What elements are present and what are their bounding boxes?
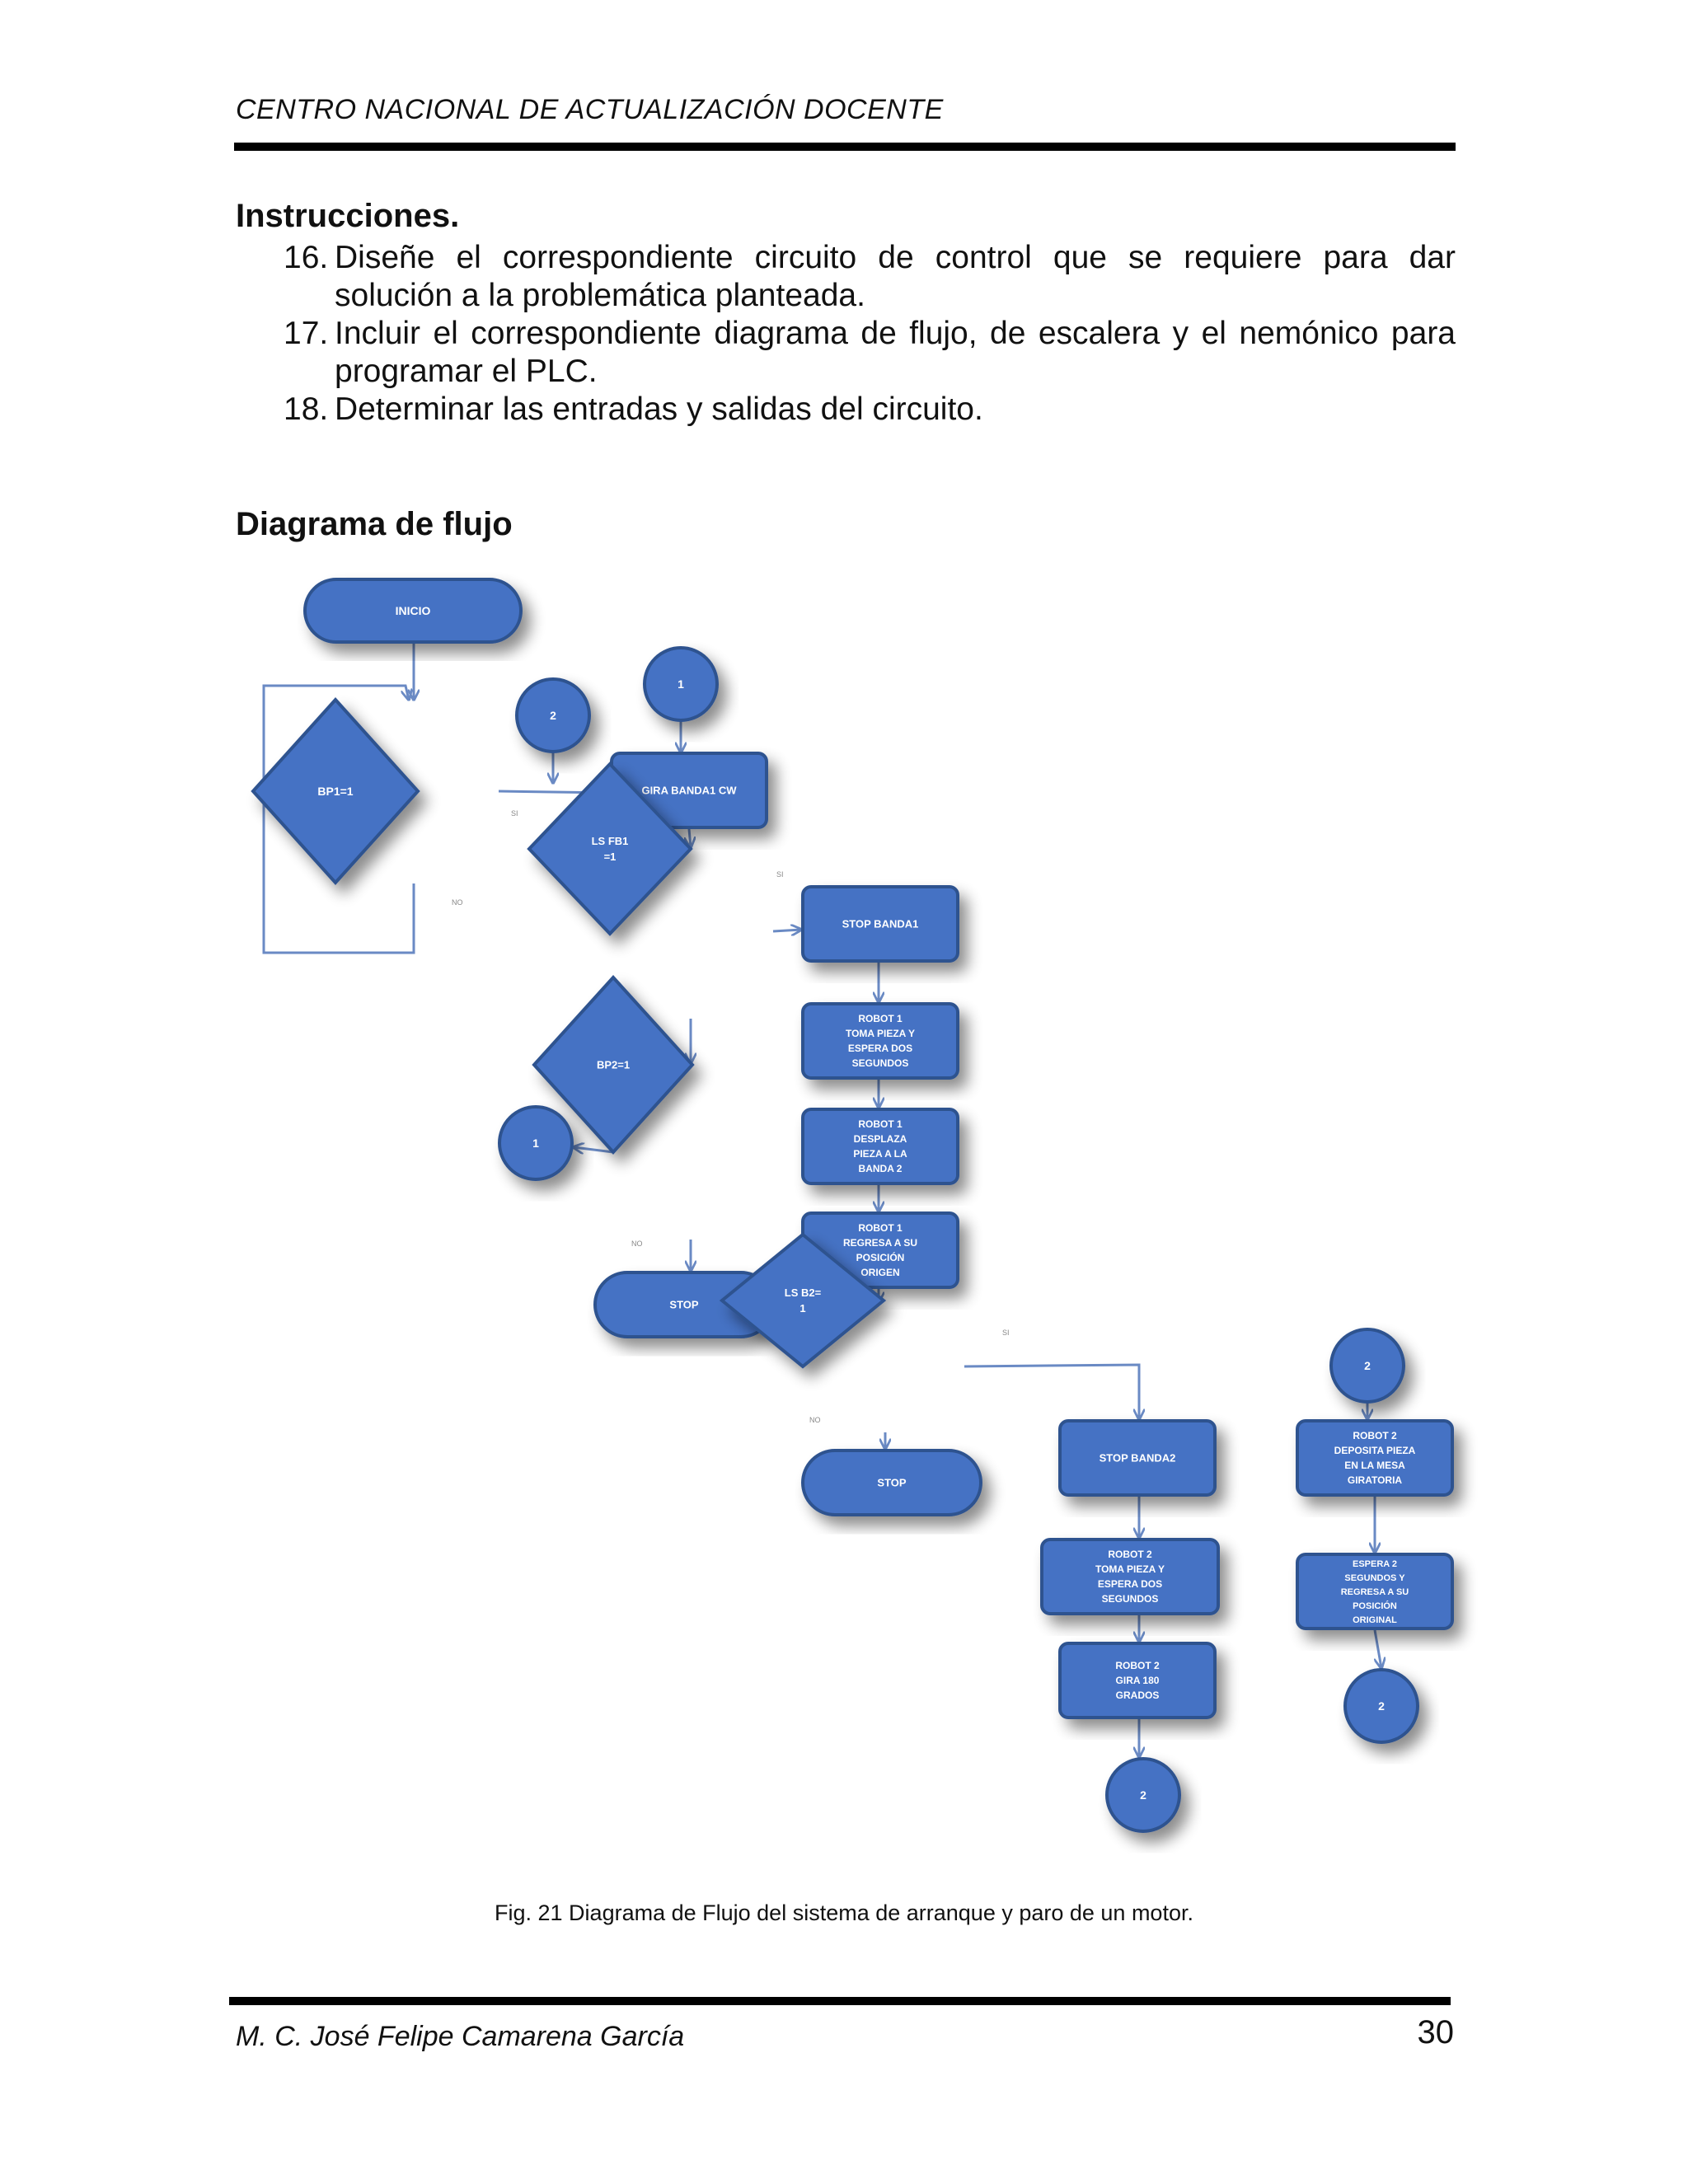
flow-node-c-2-right (1331, 1329, 1404, 1402)
edge-label: SI (511, 809, 518, 818)
flow-node-label: POSICIÓN (856, 1252, 905, 1264)
flow-node-stop-banda1 (803, 887, 958, 961)
flow-node-c-2-end (1345, 1670, 1418, 1742)
edge-label: NO (631, 1240, 643, 1248)
flow-node-label: 1 (799, 1302, 806, 1315)
flow-node-label: REGRESA A SU (1340, 1586, 1409, 1597)
flow-node-label: DEPOSITA PIEZA (1334, 1445, 1416, 1457)
flow-node-espera-regresa (1297, 1554, 1452, 1629)
flow-arrow (689, 829, 691, 847)
flow-node-label: ROBOT 1 (858, 1013, 903, 1025)
flow-node-stop-b (803, 1451, 981, 1515)
flow-node-label: LS FB1 (591, 835, 629, 848)
flow-node-label: LS B2= (784, 1286, 822, 1300)
flow-node-label: REGRESA A SU (842, 1237, 918, 1249)
flow-node-label: STOP (669, 1298, 699, 1311)
flow-node-label: INICIO (395, 603, 431, 617)
list-item: 17. Incluir el correspondiente diagrama de flujo, de escalera y el nemónico para programar el PLC. (284, 316, 1456, 389)
flow-node-label: ROBOT 2 (1108, 1549, 1152, 1561)
flow-node-label: ORIGINAL (1353, 1615, 1397, 1625)
flow-node-label: 2 (550, 708, 556, 722)
flow-node-label: ROBOT 1 (858, 1222, 903, 1235)
flow-node-label: ORIGEN (860, 1267, 900, 1279)
flow-node-label: SEGUNDOS (1101, 1593, 1159, 1605)
flow-node-label: PIEZA A LA (853, 1148, 907, 1160)
flow-node-robot2-gira (1060, 1643, 1215, 1718)
flow-node-label: POSICIÓN (1353, 1601, 1397, 1611)
flow-node-label: BP2=1 (596, 1058, 631, 1071)
flow-node-label: 2 (1140, 1788, 1146, 1802)
flow-node-label: GIRATORIA (1347, 1474, 1403, 1487)
edge-label: NO (452, 898, 463, 907)
flow-node-label: ESPERA 2 (1352, 1558, 1398, 1569)
flow-node-label: BANDA 2 (858, 1163, 903, 1175)
flow-node-c-1-top (645, 648, 717, 720)
instructions-heading: Instrucciones. (236, 198, 460, 234)
list-item: 16. Diseñe el correspondiente circuito de control que se requiere para dar solución a la problemática planteada. (284, 240, 1456, 313)
flow-node-label: ROBOT 2 (1353, 1430, 1397, 1442)
flowchart-heading: Diagrama de flujo (236, 506, 513, 542)
flow-node-robot1-toma (803, 1004, 958, 1078)
flow-arrow (773, 930, 801, 931)
flow-node-label: 1 (532, 1136, 539, 1150)
flow-node-label: GIRA 180 (1115, 1675, 1160, 1687)
flow-node-label: STOP BANDA1 (842, 917, 919, 930)
edge-label: SI (1002, 1329, 1010, 1337)
flow-node-c-2-bottom (1107, 1759, 1179, 1831)
flow-node-label: GIRA BANDA1 CW (641, 784, 737, 797)
flow-node-label: =1 (603, 851, 617, 864)
flow-node-label: BP1=1 (317, 784, 354, 798)
flow-node-inicio (305, 579, 521, 642)
page-number: 30 (1417, 2014, 1454, 2050)
edge-label: SI (776, 870, 784, 879)
footer-author: M. C. José Felipe Camarena García (236, 2021, 685, 2052)
flow-node-label: STOP (877, 1476, 907, 1489)
flow-node-label: GRADOS (1115, 1690, 1160, 1702)
footer-rule (229, 1997, 1451, 2005)
flow-node-label: TOMA PIEZA Y (845, 1028, 916, 1040)
flow-node-label: 2 (1378, 1699, 1385, 1713)
flow-node-c-2-top (517, 679, 589, 752)
flow-node-label: ESPERA DOS (1097, 1578, 1163, 1591)
flow-node-label: EN LA MESA (1344, 1460, 1405, 1472)
flow-node-label: ESPERA DOS (847, 1043, 913, 1055)
flow-node-d-bp1 (253, 700, 418, 883)
figure-caption: Fig. 21 Diagrama de Flujo del sistema de arranque y paro de un motor. (495, 1900, 1193, 1925)
flow-node-label: 2 (1364, 1358, 1371, 1372)
flow-node-robot2-deposita (1297, 1421, 1452, 1495)
flow-node-label: DESPLAZA (853, 1133, 907, 1146)
flow-node-label: 1 (678, 677, 684, 691)
flow-node-label: ROBOT 2 (1115, 1660, 1160, 1672)
flow-node-label: SEGUNDOS (851, 1057, 909, 1070)
flow-node-stop-banda2 (1060, 1421, 1215, 1495)
flow-node-label: SEGUNDOS Y (1344, 1572, 1405, 1583)
flow-node-label: ROBOT 1 (858, 1118, 903, 1131)
edge-label: NO (809, 1416, 821, 1424)
flow-node-label: TOMA PIEZA Y (1095, 1563, 1165, 1576)
list-item: 18. Determinar las entradas y salidas del circuito. (284, 391, 983, 427)
flow-node-label: STOP BANDA2 (1099, 1451, 1176, 1465)
flow-node-c-1-left (499, 1107, 572, 1179)
flow-arrow (964, 1365, 1139, 1419)
flow-arrow (1375, 1630, 1381, 1668)
flow-node-robot2-toma (1042, 1540, 1218, 1614)
flow-node-robot1-desplaza (803, 1109, 958, 1183)
page-header: CENTRO NACIONAL DE ACTUALIZACIÓN DOCENTE (236, 94, 944, 125)
